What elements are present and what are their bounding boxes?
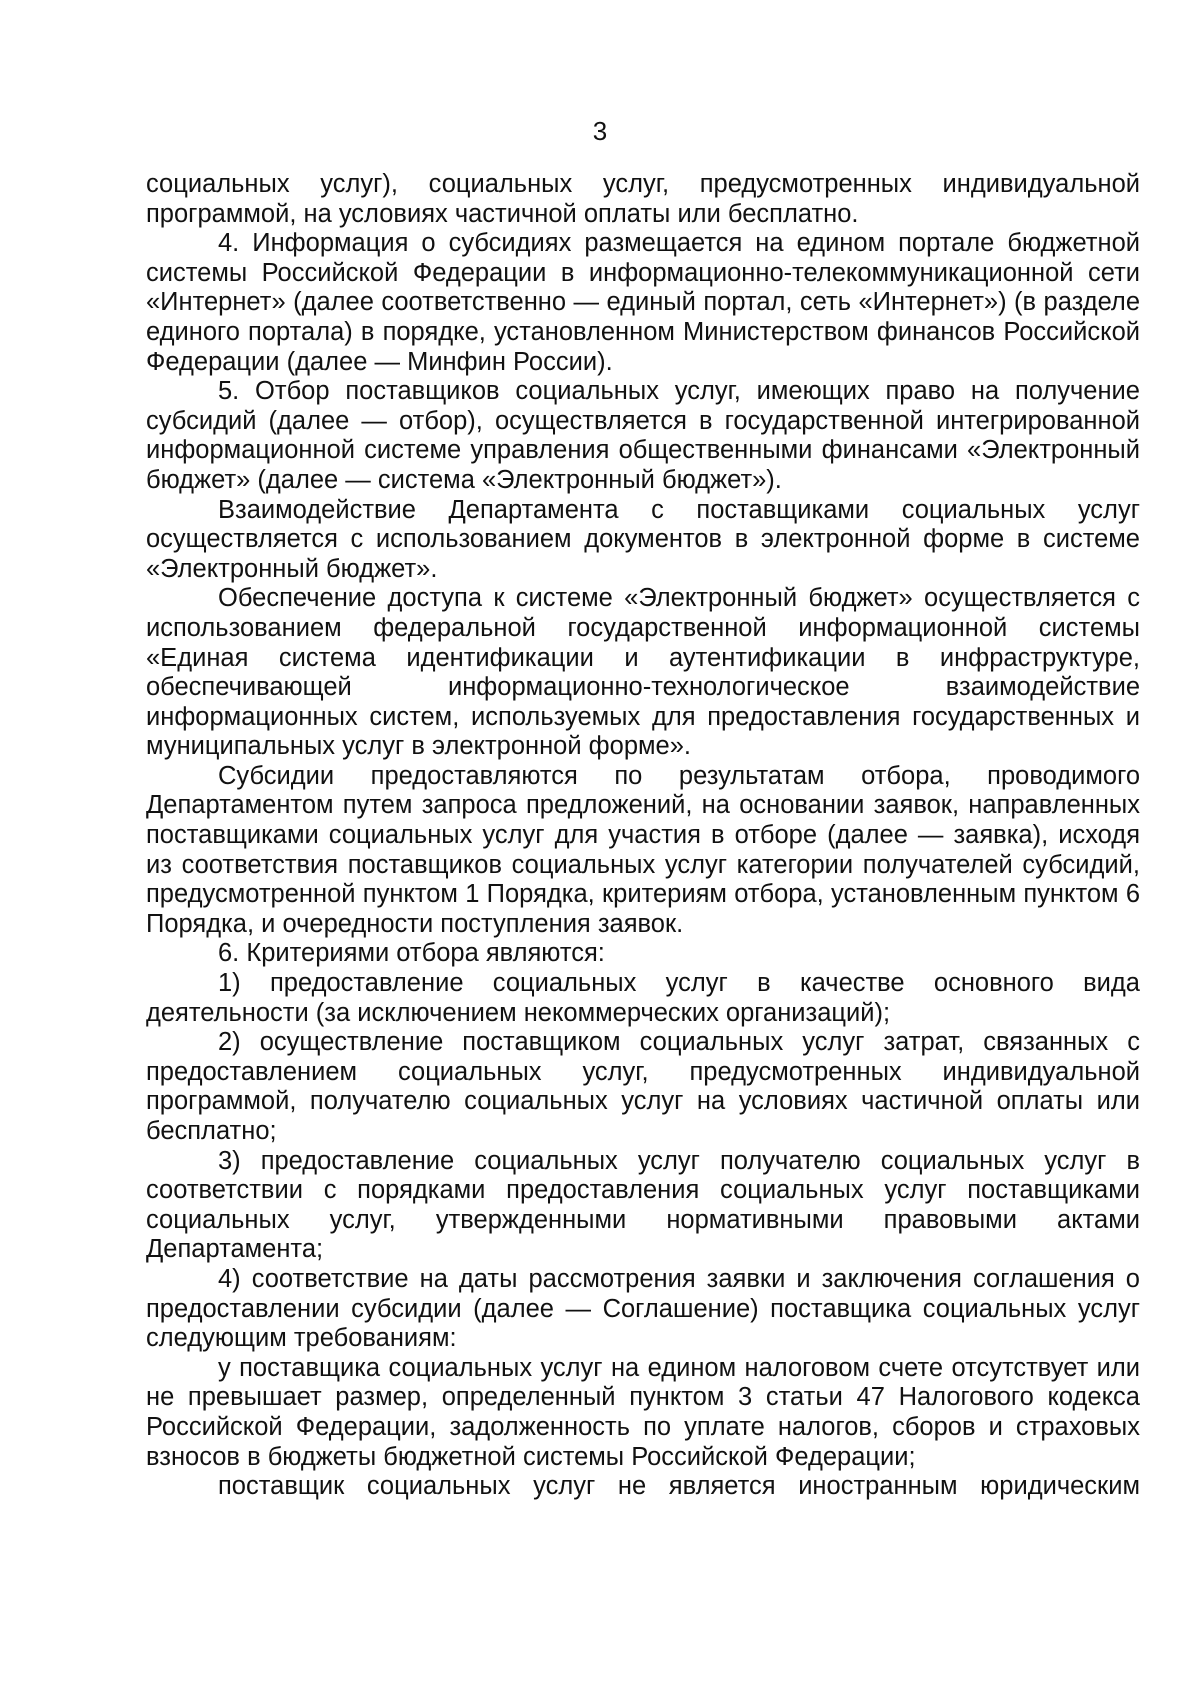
paragraph-subsidies: Субсидии предоставляются по результатам отбора, проводимого Департаментом путем запроса предложений, на основании заявок, направленных поставщиками социальных услуг для участия в отборе (далее — заявка), исходя из соответствия поставщиков социальных услуг категории получателей субсидий, предусмотренной пунктом 1 Порядка, критериям отбора, установленным пунктом 6 Порядка, и очередности поступления заявок. [146, 761, 1140, 938]
criterion-2: 2) осуществление поставщиком социальных услуг затрат, связанных с предоставлением социальных услуг, предусмотренных индивидуальной программой, получателю социальных услуг на условиях частичной оплаты или бесплатно; [146, 1028, 1140, 1145]
paragraph-item-4: 4. Информация о субсидиях размещается на едином портале бюджетной системы Российской Федерации в информационно-телекоммуникационной сети «Интернет» (далее соответственно — единый портал, сеть «Интернет») (в разделе единого портала) в порядке, установленном Министерством финансов Российской Федерации (далее — Минфин России). [146, 229, 1140, 376]
criterion-4: 4) соответствие на даты рассмотрения заявки и заключения соглашения о предоставлении субсидии (далее — Соглашение) поставщика социальных услуг следующим требованиям: [146, 1264, 1140, 1353]
criterion-3: 3) предоставление социальных услуг получателю социальных услуг в соответствии с порядками предоставления социальных услуг поставщиками социальных услуг, утвержденными нормативными правовыми актами Департамента; [146, 1146, 1140, 1264]
paragraph-item-5: 5. Отбор поставщиков социальных услуг, имеющих право на получение субсидий (далее — отбор), осуществляется в государственной интегрированной информационной системе управления общественными финансами «Электронный бюджет» (далее — система «Электронный бюджет»). [146, 377, 1140, 494]
paragraph-continuation: социальных услуг), социальных услуг, предусмотренных индивидуальной программой, на условиях частичной оплаты или бесплатно. [146, 170, 1140, 228]
paragraph-item-6: 6. Критериями отбора являются: [218, 939, 605, 968]
criterion-1: 1) предоставление социальных услуг в качестве основного вида деятельности (за исключением некоммерческих организаций); [146, 969, 1140, 1027]
document-body [146, 170, 1140, 1502]
page-number: 3 [592, 116, 608, 146]
requirement-foreign-entity: поставщик социальных услуг не является иностранным юридическим [218, 1472, 1140, 1501]
paragraph-access: Обеспечение доступа к системе «Электронный бюджет» осуществляется с использованием федеральной государственной информационной системы «Единая система идентификации и аутентификации в инфраструктуре, обеспечивающей информационно-технологическое взаимодействие информационных систем, используемых для предоставления государственных и муниципальных услуг в электронной форме». [146, 584, 1140, 761]
requirement-tax-debt: у поставщика социальных услуг на едином налоговом счете отсутствует или не превышает размер, определенный пунктом 3 статьи 47 Налогового кодекса Российской Федерации, задолженность по уплате налогов, сборов и страховых взносов в бюджеты бюджетной системы Российской Федерации; [146, 1353, 1140, 1471]
paragraph-interaction: Взаимодействие Департамента с поставщиками социальных услуг осуществляется с использованием документов в электронной форме в системе «Электронный бюджет». [146, 495, 1140, 583]
